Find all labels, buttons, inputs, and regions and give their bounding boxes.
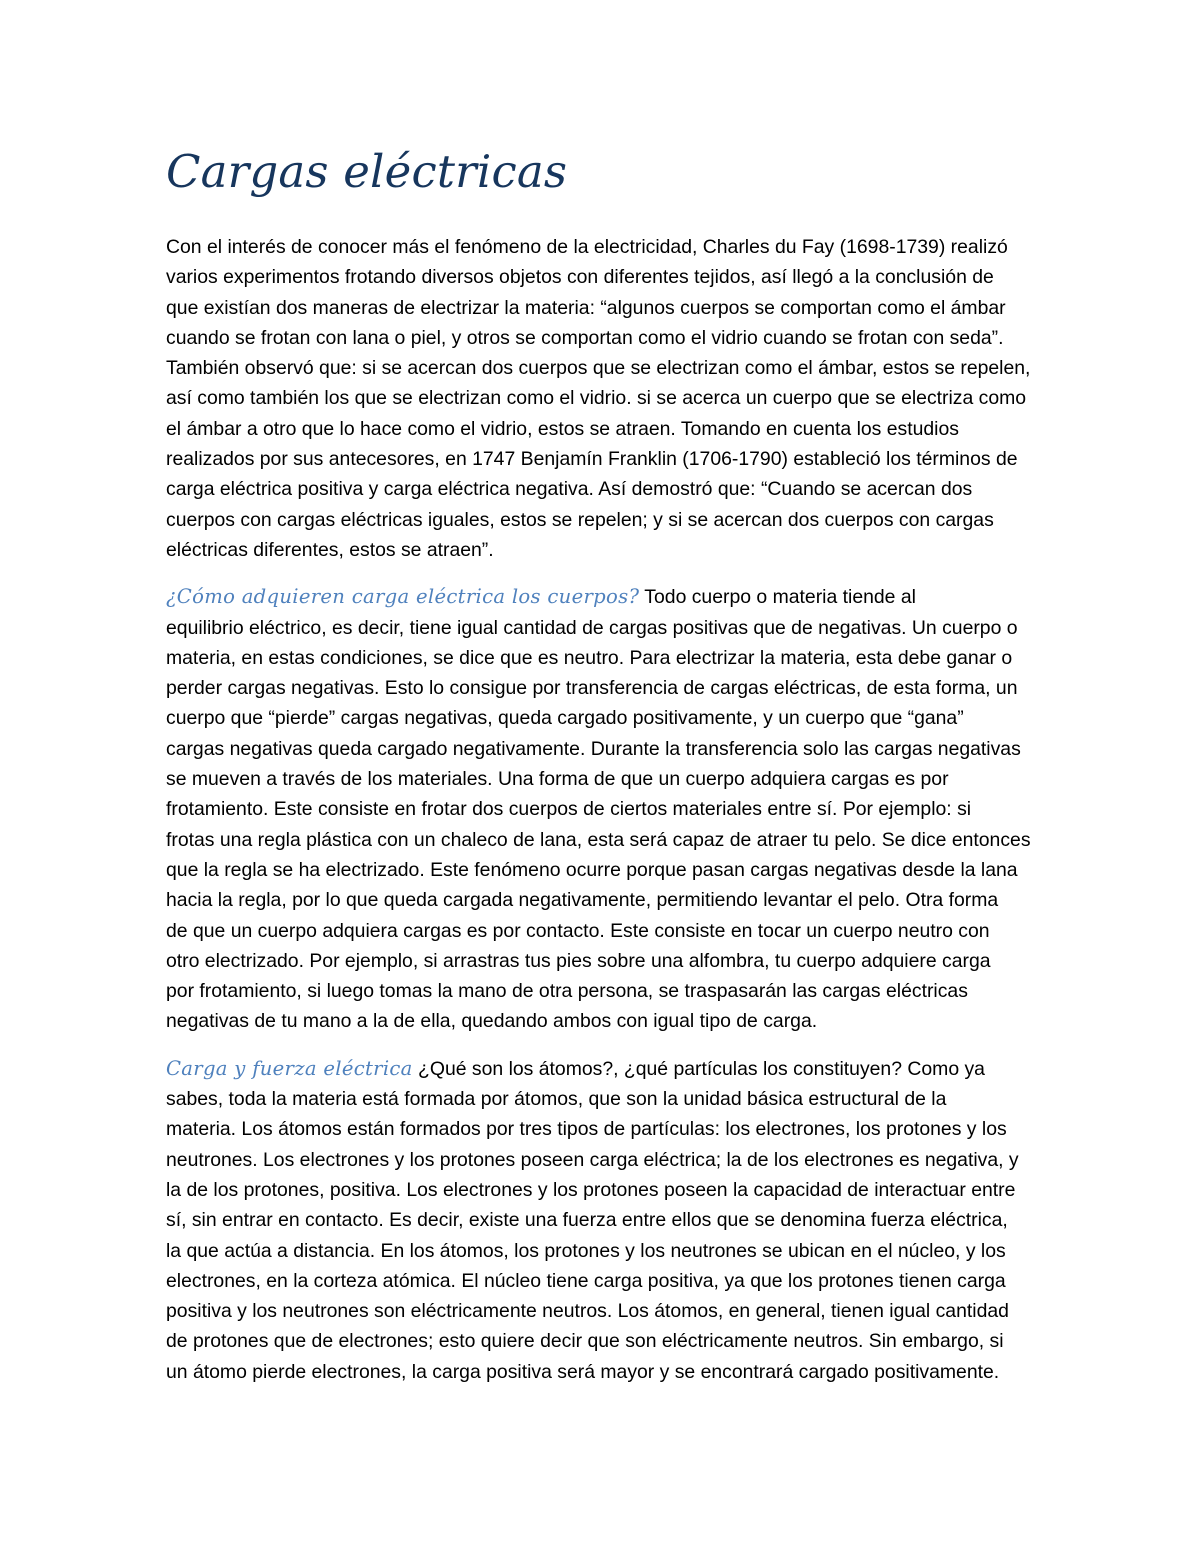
text-line: así como también los que se electrizan como el vidrio. si se acerca un cuerpo que se electriza como bbox=[166, 387, 1027, 410]
text-line: realizados por sus antecesores, en 1747 Benjamín Franklin (1706-1790) estableció los términos de bbox=[166, 448, 1018, 471]
text-line: frotamiento. Este consiste en frotar dos cuerpos de ciertos materiales entre sí. Por ejemplo: si bbox=[166, 798, 972, 821]
document-title: Cargas eléctricas bbox=[166, 145, 568, 198]
text-line: otro electrizado. Por ejemplo, si arrastras tus pies sobre una alfombra, tu cuerpo adquiere carga bbox=[166, 949, 991, 972]
text-line: varios experimentos frotando diversos objetos con diferentes tejidos, así llegó a la conclusión de bbox=[166, 266, 994, 289]
text-line: se mueven a través de los materiales. Una forma de que un cuerpo adquiera cargas es por bbox=[166, 768, 949, 791]
text-line: por frotamiento, si luego tomas la mano de otra persona, se traspasarán las cargas eléctricas bbox=[166, 980, 968, 1003]
text-line: cuando se frotan con lana o piel, y otros se comportan como el vidrio cuando se frotan con seda”. bbox=[166, 326, 1004, 349]
text-line: cargas negativas queda cargado negativamente. Durante la transferencia solo las cargas negativas bbox=[166, 737, 1021, 760]
text-line: de que un cuerpo adquiera cargas es por contacto. Este consiste en tocar un cuerpo neutro con bbox=[166, 919, 990, 942]
text-line: electrones, en la corteza atómica. El núcleo tiene carga positiva, ya que los protones tienen carga bbox=[166, 1269, 1006, 1292]
text-line: frotas una regla plástica con un chaleco de lana, esta será capaz de atraer tu pelo. Se dice entonces bbox=[166, 828, 1031, 851]
text-line: neutrones. Los electrones y los protones poseen carga eléctrica; la de los electrones es negativa, y bbox=[166, 1148, 1019, 1171]
heading-trailing-text: Todo cuerpo o materia tiende al bbox=[639, 586, 916, 609]
text-line: sí, sin entrar en contacto. Es decir, existe una fuerza entre ellos que se denomina fuerza eléctrica, bbox=[166, 1209, 1008, 1232]
heading-trailing-text: ¿Qué son los átomos?, ¿qué partículas los constituyen? Como ya bbox=[412, 1057, 985, 1080]
text-line bbox=[166, 582, 1036, 612]
paragraph-intro bbox=[166, 232, 1036, 565]
text-line: carga eléctrica positiva y carga eléctrica negativa. Así demostró que: “Cuando se acercan dos bbox=[166, 478, 973, 501]
text-line: hacia la regla, por lo que queda cargada negativamente, permitiendo levantar el pelo. Otra forma bbox=[166, 889, 999, 912]
text-line: materia. Los átomos están formados por tres tipos de partículas: los electrones, los protones y los bbox=[166, 1118, 1007, 1141]
document-page bbox=[166, 140, 1036, 1404]
text-line: Con el interés de conocer más el fenómeno de la electricidad, Charles du Fay (1698-1739) realizó bbox=[166, 236, 1008, 258]
text-line: También observó que: si se acercan dos cuerpos que se electrizan como el ámbar, estos se repelen, bbox=[166, 357, 1031, 380]
text-line: de protones que de electrones; esto quiere decir que son eléctricamente neutros. Sin embargo, si bbox=[166, 1330, 1004, 1353]
text-line: cuerpos con cargas eléctricas iguales, estos se repelen; y si se acercan dos cuerpos con cargas bbox=[166, 508, 994, 531]
text-line: que existían dos maneras de electrizar la materia: “algunos cuerpos se comportan como el ámbar bbox=[166, 296, 1006, 319]
text-line: que la regla se ha electrizado. Este fenómeno ocurre porque pasan cargas negativas desde la lana bbox=[166, 858, 1018, 881]
text-line bbox=[166, 1054, 1036, 1084]
text-line: negativas de tu mano a la de ella, quedando ambos con igual tipo de carga. bbox=[166, 1010, 818, 1033]
text-line: el ámbar a otro que lo hace como el vidrio, estos se atraen. Tomando en cuenta los estudios bbox=[166, 417, 959, 440]
text-line: un átomo pierde electrones, la carga positiva será mayor y se encontrará cargado positivamente. bbox=[166, 1360, 1000, 1383]
text-line: cuerpo que “pierde” cargas negativas, queda cargado positivamente, y un cuerpo que “gana” bbox=[166, 707, 964, 730]
text-line: equilibrio eléctrico, es decir, tiene igual cantidad de cargas positivas que de negativas. Un cuerpo o bbox=[166, 616, 1018, 639]
text-line: eléctricas diferentes, estos se atraen”. bbox=[166, 538, 494, 561]
text-line: la que actúa a distancia. En los átomos, los protones y los neutrones se ubican en el núcleo, y los bbox=[166, 1239, 1006, 1262]
section-heading-charge-acquisition: ¿Cómo adquieren carga eléctrica los cuerpos? bbox=[166, 585, 640, 609]
text-line: sabes, toda la materia está formada por átomos, que son la unidad básica estructural de la bbox=[166, 1088, 947, 1111]
paragraph-charge-force bbox=[166, 1054, 1036, 1387]
section-heading-charge-force: Carga y fuerza eléctrica bbox=[166, 1056, 413, 1080]
paragraph-charge-acquisition bbox=[166, 582, 1036, 1036]
text-line: positiva y los neutrones son eléctricamente neutros. Los átomos, en general, tienen igual cantidad bbox=[166, 1300, 1009, 1323]
text-line: perder cargas negativas. Esto lo consigue por transferencia de cargas eléctricas, de esta forma, un bbox=[166, 677, 1018, 700]
text-line: materia, en estas condiciones, se dice que es neutro. Para electrizar la materia, esta debe ganar o bbox=[166, 646, 1013, 669]
text-line: la de los protones, positiva. Los electrones y los protones poseen la capacidad de interactuar entre bbox=[166, 1178, 1016, 1201]
